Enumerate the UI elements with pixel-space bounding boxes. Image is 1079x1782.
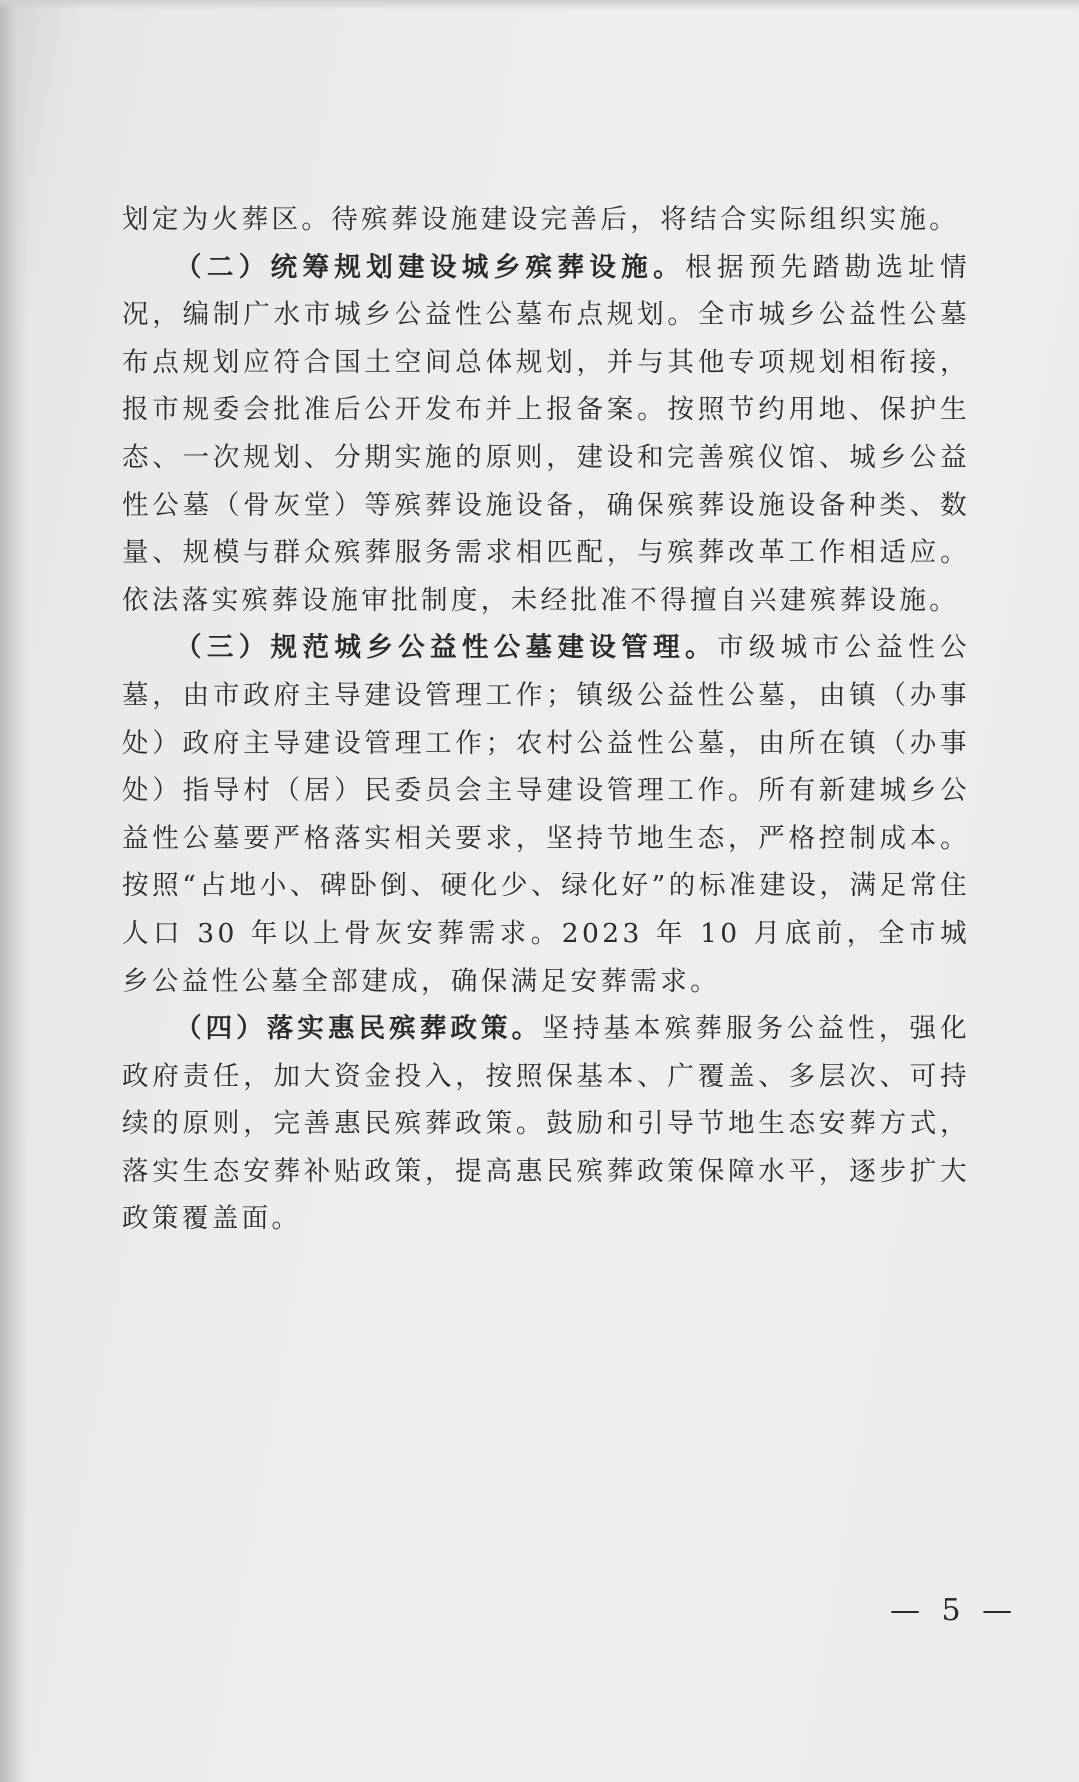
section-heading: （二）统筹规划建设城乡殡葬设施。	[175, 251, 686, 283]
document-body	[122, 196, 970, 1243]
paragraph-text: 根据预先踏勘选址情况，编制广水市城乡公益性公墓布点规划。全市城乡公益性公墓布点规划应符合国土空间总体规划，并与其他专项规划相衔接，报市规委会批准后公开发布并上报备案。按照节约用地、保护生态、一次规划、分期实施的原则，建设和完善殡仪馆、城乡公益性公墓（骨灰堂）等殡葬设施设备，确保殡葬设施设备种类、数量、规模与群众殡葬服务需求相匹配，与殡葬改革工作相适应。依法落实殡葬设施审批制度，未经批准不得擅自兴建殡葬设施。	[122, 251, 970, 616]
paragraph-text: 市级城市公益性公墓，由市政府主导建设管理工作；镇级公益性公墓，由镇（办事处）政府主导建设管理工作；农村公益性公墓，由所在镇（办事处）指导村（居）民委员会主导建设管理工作。所有新建城乡公益性公墓要严格落实相关要求，坚持节地生态，严格控制成本。按照“占地小、碑卧倒、硬化少、绿化好”的标准建设，满足常住人口 30 年以上骨灰安葬需求。2023 年 10 月底前，全市城乡公益性公墓全部建成，确保满足安葬需求。	[122, 632, 970, 997]
paragraph-section-3	[122, 624, 970, 1005]
page-left-shadow	[0, 0, 28, 1782]
section-heading: （三）规范城乡公益性公墓建设管理。	[175, 632, 717, 664]
section-heading: （四）落实惠民殡葬政策。	[175, 1013, 543, 1045]
paragraph-text: 划定为火葬区。待殡葬设施建设完善后，将结合实际组织实施。	[122, 204, 960, 235]
paragraph-section-4	[122, 1005, 970, 1243]
page-number: — 5 —	[890, 1593, 1019, 1628]
paragraph-continuation	[122, 196, 970, 244]
page-top-edge	[0, 0, 1079, 10]
paragraph-section-2	[122, 244, 970, 625]
paragraph-text: 坚持基本殡葬服务公益性，强化政府责任，加大资金投入，按照保基本、广覆盖、多层次、可持续的原则，完善惠民殡葬政策。鼓励和引导节地生态安葬方式，落实生态安葬补贴政策，提高惠民殡葬政策保障水平，逐步扩大政策覆盖面。	[122, 1013, 970, 1235]
